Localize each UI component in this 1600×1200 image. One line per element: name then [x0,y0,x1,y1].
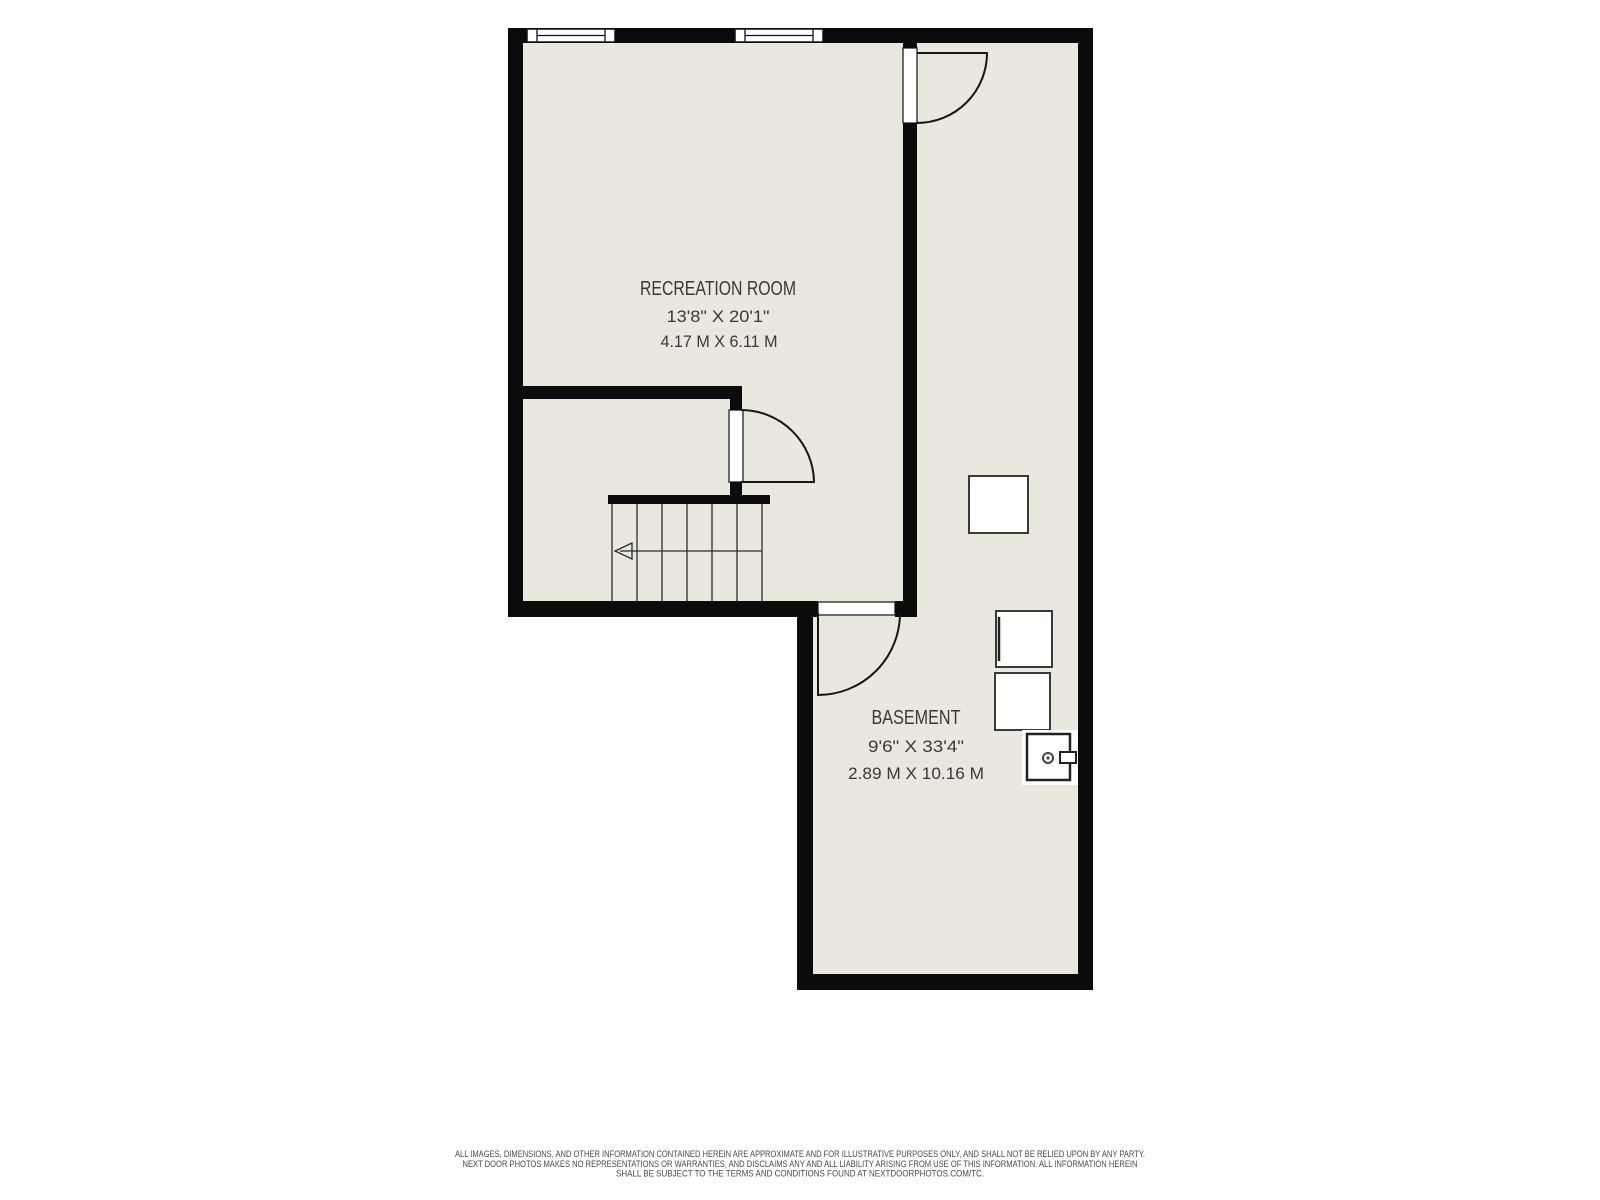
room-dims-metric-basement: 2.89 M X 10.16 M [848,764,984,783]
room-dims-metric-recreation: 4.17 M X 6.11 M [660,332,778,351]
wall-segment [608,495,770,504]
door-opening [903,48,917,123]
disclaimer-line: SHALL BE SUBJECT TO THE TERMS AND CONDITIONS FOUND AT NEXTDOORPHOTOS.COM/TC. [616,1168,984,1179]
disclaimer-line: ALL IMAGES, DIMENSIONS, AND OTHER INFORMATION CONTAINED HEREIN ARE APPROXIMATE AND FOR ILLUSTRATIVE PURPOSES ONLY, AND SHALL NOT BE RELIED UPON BY ANY PARTY. [455,1149,1145,1159]
room-dims-imperial-recreation: 13'8" X 20'1" [666,307,770,326]
wall-segment [797,974,1093,990]
wall-segment [797,611,813,990]
wall-segment [508,601,818,617]
room-name-recreation: RECREATION ROOM [640,277,796,300]
disclaimer-line: NEXT DOOR PHOTOS MAKES NO REPRESENTATIONS OR WARRANTIES, AND DISCLAIMS ANY AND ALL LIABILITY ARISING FROM USE OF THIS INFORMATION. ALL INFORMATION HEREIN [462,1159,1138,1169]
room-name-basement: BASEMENT [871,706,961,729]
door-opening [818,602,895,615]
appliance-square-icon [996,611,1052,667]
appliance-square-icon [995,673,1050,730]
window-icon [735,29,823,42]
wall-segment [508,386,742,399]
wall-segment [903,43,917,616]
appliance-square-icon [969,476,1028,533]
room-dims-imperial-basement: 9'6" X 33'4" [868,737,964,756]
window-icon [527,29,615,42]
disclaimer [455,1149,1145,1179]
wall-segment [508,28,523,617]
wall-segment [1078,28,1093,990]
furnace-icon [1022,730,1078,785]
door-opening [729,410,743,482]
